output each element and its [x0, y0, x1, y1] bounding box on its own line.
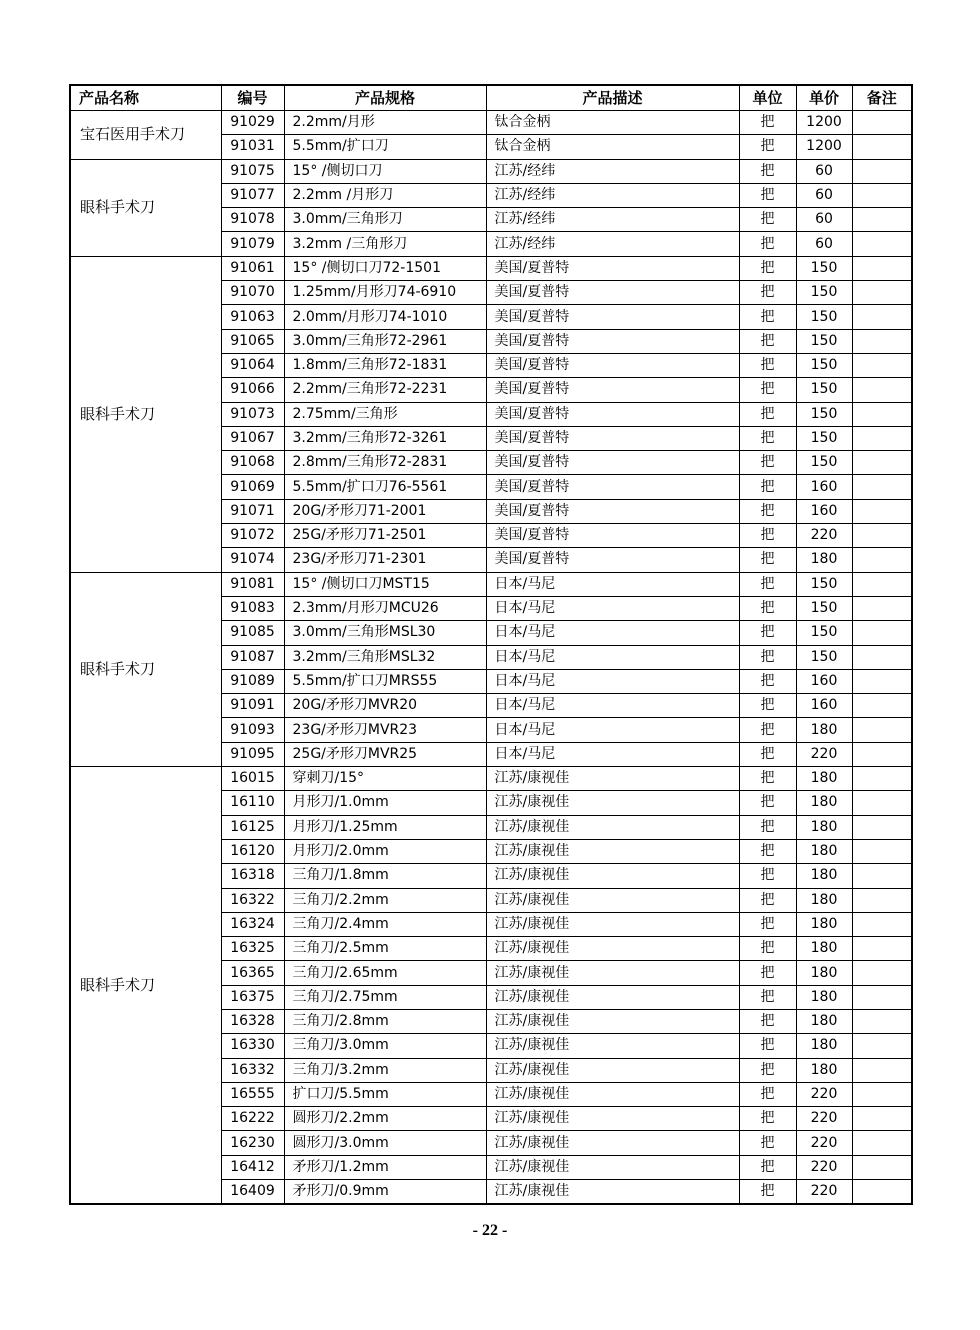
- spec-cell: 圆形刀/3.0mm: [284, 1131, 486, 1155]
- unit-cell: 把: [739, 791, 796, 815]
- spec-cell: 2.2mm/月形: [284, 111, 486, 135]
- spec-cell: 2.8mm/三角形72-2831: [284, 451, 486, 475]
- remark-cell: [852, 694, 912, 718]
- code-cell: 91071: [221, 499, 284, 523]
- description-cell: 美国/夏普特: [486, 475, 739, 499]
- header-description: 产品描述: [486, 85, 739, 111]
- spec-cell: 扩口刀/5.5mm: [284, 1082, 486, 1106]
- code-cell: 91061: [221, 256, 284, 280]
- description-cell: 江苏/康视佳: [486, 937, 739, 961]
- code-cell: 91072: [221, 524, 284, 548]
- remark-cell: [852, 961, 912, 985]
- unit-cell: 把: [739, 1034, 796, 1058]
- spec-cell: 3.0mm/三角形MSL30: [284, 621, 486, 645]
- code-cell: 91070: [221, 281, 284, 305]
- code-cell: 16412: [221, 1155, 284, 1179]
- price-cell: 60: [796, 232, 852, 256]
- unit-cell: 把: [739, 815, 796, 839]
- spec-cell: 三角刀/1.8mm: [284, 864, 486, 888]
- remark-cell: [852, 402, 912, 426]
- price-cell: 160: [796, 669, 852, 693]
- description-cell: 江苏/康视佳: [486, 961, 739, 985]
- spec-cell: 2.75mm/三角形: [284, 402, 486, 426]
- description-cell: 江苏/康视佳: [486, 888, 739, 912]
- spec-cell: 23G/矛形刀MVR23: [284, 718, 486, 742]
- description-cell: 江苏/康视佳: [486, 985, 739, 1009]
- code-cell: 91091: [221, 694, 284, 718]
- code-cell: 91075: [221, 159, 284, 183]
- code-cell: 91083: [221, 596, 284, 620]
- remark-cell: [852, 1131, 912, 1155]
- code-cell: 91074: [221, 548, 284, 572]
- header-product-name: 产品名称: [70, 85, 221, 111]
- unit-cell: 把: [739, 718, 796, 742]
- spec-cell: 1.8mm/三角形72-1831: [284, 353, 486, 377]
- spec-cell: 三角刀/2.65mm: [284, 961, 486, 985]
- price-cell: 180: [796, 767, 852, 791]
- code-cell: 91065: [221, 329, 284, 353]
- remark-cell: [852, 937, 912, 961]
- price-cell: 150: [796, 353, 852, 377]
- remark-cell: [852, 1034, 912, 1058]
- price-cell: 150: [796, 572, 852, 596]
- unit-cell: 把: [739, 524, 796, 548]
- spec-cell: 三角刀/2.8mm: [284, 1009, 486, 1033]
- code-cell: 16332: [221, 1058, 284, 1082]
- description-cell: 江苏/康视佳: [486, 815, 739, 839]
- unit-cell: 把: [739, 208, 796, 232]
- remark-cell: [852, 621, 912, 645]
- remark-cell: [852, 864, 912, 888]
- price-cell: 150: [796, 281, 852, 305]
- product-name-cell: 眼科手术刀: [70, 572, 221, 766]
- code-cell: 16120: [221, 839, 284, 863]
- unit-cell: 把: [739, 159, 796, 183]
- code-cell: 91063: [221, 305, 284, 329]
- unit-cell: 把: [739, 1058, 796, 1082]
- code-cell: 91093: [221, 718, 284, 742]
- price-cell: 180: [796, 839, 852, 863]
- spec-cell: 15° /侧切口刀MST15: [284, 572, 486, 596]
- price-cell: 180: [796, 1009, 852, 1033]
- remark-cell: [852, 548, 912, 572]
- remark-cell: [852, 645, 912, 669]
- code-cell: 16318: [221, 864, 284, 888]
- remark-cell: [852, 451, 912, 475]
- unit-cell: 把: [739, 1082, 796, 1106]
- spec-cell: 月形刀/2.0mm: [284, 839, 486, 863]
- spec-cell: 三角刀/3.0mm: [284, 1034, 486, 1058]
- remark-cell: [852, 305, 912, 329]
- price-cell: 180: [796, 937, 852, 961]
- price-cell: 180: [796, 864, 852, 888]
- description-cell: 美国/夏普特: [486, 548, 739, 572]
- description-cell: 美国/夏普特: [486, 402, 739, 426]
- table-row: [70, 159, 912, 183]
- code-cell: 91068: [221, 451, 284, 475]
- unit-cell: 把: [739, 1009, 796, 1033]
- unit-cell: 把: [739, 961, 796, 985]
- unit-cell: 把: [739, 1180, 796, 1205]
- price-cell: 220: [796, 1155, 852, 1179]
- product-name-cell: 眼科手术刀: [70, 159, 221, 256]
- code-cell: 91085: [221, 621, 284, 645]
- table-body: [70, 111, 912, 1205]
- description-cell: 江苏/康视佳: [486, 1155, 739, 1179]
- spec-cell: 20G/矛形刀71-2001: [284, 499, 486, 523]
- description-cell: 钛合金柄: [486, 135, 739, 159]
- code-cell: 16230: [221, 1131, 284, 1155]
- code-cell: 91031: [221, 135, 284, 159]
- price-cell: 150: [796, 426, 852, 450]
- remark-cell: [852, 524, 912, 548]
- description-cell: 日本/马尼: [486, 669, 739, 693]
- remark-cell: [852, 669, 912, 693]
- description-cell: 江苏/康视佳: [486, 1058, 739, 1082]
- spec-cell: 3.0mm/三角形刀: [284, 208, 486, 232]
- description-cell: 钛合金柄: [486, 111, 739, 135]
- remark-cell: [852, 353, 912, 377]
- price-cell: 180: [796, 548, 852, 572]
- remark-cell: [852, 1155, 912, 1179]
- spec-cell: 月形刀/1.0mm: [284, 791, 486, 815]
- price-cell: 180: [796, 985, 852, 1009]
- unit-cell: 把: [739, 1107, 796, 1131]
- remark-cell: [852, 815, 912, 839]
- unit-cell: 把: [739, 135, 796, 159]
- spec-cell: 23G/矛形刀71-2301: [284, 548, 486, 572]
- product-name-cell: 宝石医用手术刀: [70, 111, 221, 160]
- description-cell: 江苏/康视佳: [486, 839, 739, 863]
- description-cell: 美国/夏普特: [486, 281, 739, 305]
- unit-cell: 把: [739, 985, 796, 1009]
- code-cell: 91067: [221, 426, 284, 450]
- price-cell: 220: [796, 1107, 852, 1131]
- code-cell: 16015: [221, 767, 284, 791]
- spec-cell: 三角刀/2.4mm: [284, 912, 486, 936]
- spec-cell: 15° /侧切口刀: [284, 159, 486, 183]
- spec-cell: 20G/矛形刀MVR20: [284, 694, 486, 718]
- price-cell: 150: [796, 645, 852, 669]
- code-cell: 91079: [221, 232, 284, 256]
- spec-cell: 三角刀/3.2mm: [284, 1058, 486, 1082]
- price-cell: 60: [796, 183, 852, 207]
- remark-cell: [852, 232, 912, 256]
- remark-cell: [852, 791, 912, 815]
- remark-cell: [852, 329, 912, 353]
- price-cell: 160: [796, 694, 852, 718]
- code-cell: 16222: [221, 1107, 284, 1131]
- remark-cell: [852, 281, 912, 305]
- description-cell: 日本/马尼: [486, 742, 739, 766]
- code-cell: 91089: [221, 669, 284, 693]
- remark-cell: [852, 839, 912, 863]
- description-cell: 日本/马尼: [486, 572, 739, 596]
- table-row: [70, 767, 912, 791]
- price-cell: 60: [796, 159, 852, 183]
- remark-cell: [852, 183, 912, 207]
- spec-cell: 1.25mm/月形刀74-6910: [284, 281, 486, 305]
- price-cell: 150: [796, 451, 852, 475]
- code-cell: 16409: [221, 1180, 284, 1205]
- code-cell: 16325: [221, 937, 284, 961]
- description-cell: 江苏/康视佳: [486, 767, 739, 791]
- remark-cell: [852, 1180, 912, 1205]
- description-cell: 日本/马尼: [486, 694, 739, 718]
- price-table: [69, 84, 913, 1205]
- price-cell: 150: [796, 402, 852, 426]
- unit-cell: 把: [739, 572, 796, 596]
- code-cell: 91095: [221, 742, 284, 766]
- spec-cell: 月形刀/1.25mm: [284, 815, 486, 839]
- remark-cell: [852, 499, 912, 523]
- price-cell: 150: [796, 329, 852, 353]
- table-row: [70, 111, 912, 135]
- unit-cell: 把: [739, 937, 796, 961]
- price-cell: 220: [796, 1082, 852, 1106]
- description-cell: 美国/夏普特: [486, 426, 739, 450]
- code-cell: 16375: [221, 985, 284, 1009]
- spec-cell: 2.2mm/三角形72-2231: [284, 378, 486, 402]
- unit-cell: 把: [739, 499, 796, 523]
- price-cell: 150: [796, 256, 852, 280]
- spec-cell: 3.0mm/三角形72-2961: [284, 329, 486, 353]
- description-cell: 江苏/康视佳: [486, 1107, 739, 1131]
- unit-cell: 把: [739, 694, 796, 718]
- remark-cell: [852, 475, 912, 499]
- price-cell: 180: [796, 815, 852, 839]
- unit-cell: 把: [739, 864, 796, 888]
- unit-cell: 把: [739, 353, 796, 377]
- unit-cell: 把: [739, 256, 796, 280]
- spec-cell: 矛形刀/1.2mm: [284, 1155, 486, 1179]
- product-name-cell: 眼科手术刀: [70, 767, 221, 1205]
- description-cell: 美国/夏普特: [486, 451, 739, 475]
- remark-cell: [852, 985, 912, 1009]
- description-cell: 日本/马尼: [486, 718, 739, 742]
- remark-cell: [852, 1058, 912, 1082]
- remark-cell: [852, 378, 912, 402]
- description-cell: 美国/夏普特: [486, 378, 739, 402]
- code-cell: 91064: [221, 353, 284, 377]
- description-cell: 江苏/经纬: [486, 208, 739, 232]
- price-cell: 150: [796, 305, 852, 329]
- unit-cell: 把: [739, 596, 796, 620]
- unit-cell: 把: [739, 111, 796, 135]
- description-cell: 美国/夏普特: [486, 305, 739, 329]
- code-cell: 16365: [221, 961, 284, 985]
- remark-cell: [852, 111, 912, 135]
- remark-cell: [852, 767, 912, 791]
- unit-cell: 把: [739, 183, 796, 207]
- code-cell: 16110: [221, 791, 284, 815]
- price-cell: 180: [796, 1034, 852, 1058]
- header-price: 单价: [796, 85, 852, 111]
- code-cell: 16330: [221, 1034, 284, 1058]
- price-cell: 180: [796, 961, 852, 985]
- code-cell: 16328: [221, 1009, 284, 1033]
- header-unit: 单位: [739, 85, 796, 111]
- code-cell: 91081: [221, 572, 284, 596]
- spec-cell: 3.2mm /三角形刀: [284, 232, 486, 256]
- description-cell: 美国/夏普特: [486, 329, 739, 353]
- description-cell: 江苏/经纬: [486, 232, 739, 256]
- unit-cell: 把: [739, 839, 796, 863]
- unit-cell: 把: [739, 669, 796, 693]
- spec-cell: 3.2mm/三角形MSL32: [284, 645, 486, 669]
- spec-cell: 矛形刀/0.9mm: [284, 1180, 486, 1205]
- price-cell: 220: [796, 1131, 852, 1155]
- code-cell: 91073: [221, 402, 284, 426]
- unit-cell: 把: [739, 475, 796, 499]
- product-name-cell: 眼科手术刀: [70, 256, 221, 572]
- unit-cell: 把: [739, 451, 796, 475]
- header-spec: 产品规格: [284, 85, 486, 111]
- description-cell: 美国/夏普特: [486, 353, 739, 377]
- unit-cell: 把: [739, 378, 796, 402]
- unit-cell: 把: [739, 232, 796, 256]
- price-cell: 180: [796, 888, 852, 912]
- spec-cell: 3.2mm/三角形72-3261: [284, 426, 486, 450]
- remark-cell: [852, 596, 912, 620]
- code-cell: 16324: [221, 912, 284, 936]
- spec-cell: 2.0mm/月形刀74-1010: [284, 305, 486, 329]
- remark-cell: [852, 208, 912, 232]
- code-cell: 91029: [221, 111, 284, 135]
- remark-cell: [852, 718, 912, 742]
- spec-cell: 5.5mm/扩口刀MRS55: [284, 669, 486, 693]
- price-cell: 1200: [796, 111, 852, 135]
- page-number: - 22 -: [472, 1222, 508, 1239]
- unit-cell: 把: [739, 1131, 796, 1155]
- remark-cell: [852, 135, 912, 159]
- unit-cell: 把: [739, 1155, 796, 1179]
- price-cell: 220: [796, 524, 852, 548]
- remark-cell: [852, 1082, 912, 1106]
- table-row: [70, 256, 912, 280]
- spec-cell: 圆形刀/2.2mm: [284, 1107, 486, 1131]
- price-cell: 220: [796, 742, 852, 766]
- code-cell: 91069: [221, 475, 284, 499]
- price-cell: 150: [796, 378, 852, 402]
- remark-cell: [852, 1107, 912, 1131]
- description-cell: 江苏/康视佳: [486, 791, 739, 815]
- price-cell: 60: [796, 208, 852, 232]
- description-cell: 江苏/康视佳: [486, 1180, 739, 1205]
- description-cell: 美国/夏普特: [486, 499, 739, 523]
- remark-cell: [852, 426, 912, 450]
- unit-cell: 把: [739, 426, 796, 450]
- header-remark: 备注: [852, 85, 912, 111]
- description-cell: 江苏/经纬: [486, 183, 739, 207]
- spec-cell: 三角刀/2.75mm: [284, 985, 486, 1009]
- description-cell: 江苏/康视佳: [486, 864, 739, 888]
- remark-cell: [852, 256, 912, 280]
- price-cell: 180: [796, 718, 852, 742]
- spec-cell: 15° /侧切口刀72-1501: [284, 256, 486, 280]
- remark-cell: [852, 159, 912, 183]
- table-header-row: [70, 85, 912, 111]
- price-cell: 150: [796, 596, 852, 620]
- unit-cell: 把: [739, 767, 796, 791]
- remark-cell: [852, 912, 912, 936]
- remark-cell: [852, 1009, 912, 1033]
- price-cell: 180: [796, 1058, 852, 1082]
- price-cell: 180: [796, 791, 852, 815]
- spec-cell: 25G/矛形刀71-2501: [284, 524, 486, 548]
- spec-cell: 2.3mm/月形刀MCU26: [284, 596, 486, 620]
- spec-cell: 5.5mm/扩口刀: [284, 135, 486, 159]
- code-cell: 91077: [221, 183, 284, 207]
- unit-cell: 把: [739, 888, 796, 912]
- header-code: 编号: [221, 85, 284, 111]
- remark-cell: [852, 888, 912, 912]
- price-cell: 1200: [796, 135, 852, 159]
- spec-cell: 25G/矛形刀MVR25: [284, 742, 486, 766]
- description-cell: 日本/马尼: [486, 596, 739, 620]
- description-cell: 美国/夏普特: [486, 524, 739, 548]
- price-cell: 220: [796, 1180, 852, 1205]
- spec-cell: 5.5mm/扩口刀76-5561: [284, 475, 486, 499]
- price-cell: 160: [796, 475, 852, 499]
- code-cell: 91078: [221, 208, 284, 232]
- spec-cell: 三角刀/2.2mm: [284, 888, 486, 912]
- remark-cell: [852, 572, 912, 596]
- unit-cell: 把: [739, 621, 796, 645]
- description-cell: 日本/马尼: [486, 621, 739, 645]
- table-row: [70, 572, 912, 596]
- code-cell: 91087: [221, 645, 284, 669]
- unit-cell: 把: [739, 742, 796, 766]
- spec-cell: 穿刺刀/15°: [284, 767, 486, 791]
- unit-cell: 把: [739, 548, 796, 572]
- code-cell: 91066: [221, 378, 284, 402]
- description-cell: 江苏/经纬: [486, 159, 739, 183]
- description-cell: 江苏/康视佳: [486, 912, 739, 936]
- unit-cell: 把: [739, 329, 796, 353]
- price-cell: 150: [796, 621, 852, 645]
- unit-cell: 把: [739, 402, 796, 426]
- description-cell: 江苏/康视佳: [486, 1131, 739, 1155]
- unit-cell: 把: [739, 281, 796, 305]
- spec-cell: 三角刀/2.5mm: [284, 937, 486, 961]
- description-cell: 日本/马尼: [486, 645, 739, 669]
- description-cell: 江苏/康视佳: [486, 1082, 739, 1106]
- spec-cell: 2.2mm /月形刀: [284, 183, 486, 207]
- unit-cell: 把: [739, 912, 796, 936]
- description-cell: 江苏/康视佳: [486, 1009, 739, 1033]
- code-cell: 16125: [221, 815, 284, 839]
- description-cell: 美国/夏普特: [486, 256, 739, 280]
- description-cell: 江苏/康视佳: [486, 1034, 739, 1058]
- price-cell: 160: [796, 499, 852, 523]
- code-cell: 16555: [221, 1082, 284, 1106]
- unit-cell: 把: [739, 645, 796, 669]
- code-cell: 16322: [221, 888, 284, 912]
- unit-cell: 把: [739, 305, 796, 329]
- remark-cell: [852, 742, 912, 766]
- price-cell: 180: [796, 912, 852, 936]
